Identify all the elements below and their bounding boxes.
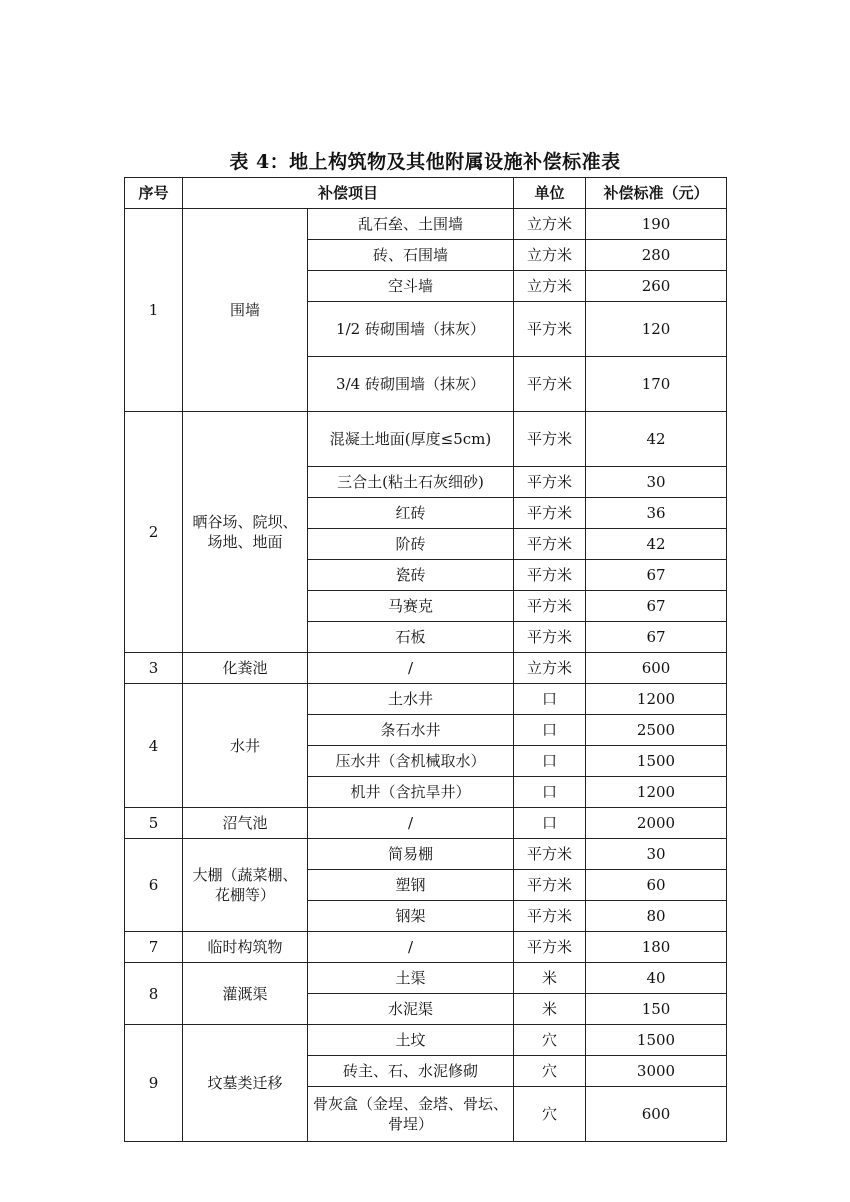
item-name: 土坟	[308, 1025, 514, 1056]
item-unit: 立方米	[514, 271, 586, 302]
item-unit: 平方米	[514, 412, 586, 467]
item-standard: 80	[586, 901, 727, 932]
item-standard: 42	[586, 529, 727, 560]
item-name: 钢架	[308, 901, 514, 932]
item-unit: 平方米	[514, 302, 586, 357]
item-name: 土渠	[308, 963, 514, 994]
table-row	[125, 653, 727, 684]
table-row	[125, 412, 727, 467]
item-standard: 30	[586, 467, 727, 498]
item-standard: 1500	[586, 746, 727, 777]
item-name: 土水井	[308, 684, 514, 715]
compensation-table	[124, 177, 727, 1142]
group-category: 化粪池	[183, 653, 308, 684]
item-name: 阶砖	[308, 529, 514, 560]
group-number: 9	[125, 1025, 183, 1142]
group-category: 晒谷场、院坝、场地、地面	[183, 412, 308, 653]
item-standard: 67	[586, 591, 727, 622]
item-unit: 平方米	[514, 870, 586, 901]
group-number: 2	[125, 412, 183, 653]
table-row	[125, 808, 727, 839]
item-name: 塑钢	[308, 870, 514, 901]
item-unit: 平方米	[514, 357, 586, 412]
item-standard: 190	[586, 209, 727, 240]
item-name: /	[308, 932, 514, 963]
header-row	[125, 178, 727, 209]
item-name: 三合土(粘土石灰细砂)	[308, 467, 514, 498]
item-standard: 67	[586, 560, 727, 591]
group-category: 临时构筑物	[183, 932, 308, 963]
item-unit: 平方米	[514, 591, 586, 622]
item-standard: 120	[586, 302, 727, 357]
group-category: 沼气池	[183, 808, 308, 839]
item-name: 1/2 砖砌围墙（抹灰）	[308, 302, 514, 357]
item-unit: 平方米	[514, 498, 586, 529]
header-no: 序号	[125, 178, 183, 209]
item-unit: 平方米	[514, 467, 586, 498]
item-standard: 40	[586, 963, 727, 994]
item-unit: 平方米	[514, 622, 586, 653]
header-standard: 补偿标准（元）	[586, 178, 727, 209]
item-standard: 67	[586, 622, 727, 653]
item-name: 水泥渠	[308, 994, 514, 1025]
item-unit: 口	[514, 715, 586, 746]
table-row	[125, 963, 727, 994]
table-row	[125, 839, 727, 870]
item-name: 空斗墙	[308, 271, 514, 302]
table-title: 表 4：地上构筑物及其他附属设施补偿标准表	[229, 151, 621, 173]
table-row	[125, 684, 727, 715]
group-number: 1	[125, 209, 183, 412]
group-category: 围墙	[183, 209, 308, 412]
item-standard: 2500	[586, 715, 727, 746]
group-number: 5	[125, 808, 183, 839]
item-unit: 米	[514, 963, 586, 994]
item-name: 瓷砖	[308, 560, 514, 591]
item-standard: 150	[586, 994, 727, 1025]
group-number: 8	[125, 963, 183, 1025]
item-unit: 平方米	[514, 839, 586, 870]
item-unit: 平方米	[514, 932, 586, 963]
item-standard: 2000	[586, 808, 727, 839]
item-name: 3/4 砖砌围墙（抹灰）	[308, 357, 514, 412]
item-unit: 口	[514, 684, 586, 715]
item-unit: 平方米	[514, 529, 586, 560]
item-unit: 立方米	[514, 240, 586, 271]
group-number: 4	[125, 684, 183, 808]
item-name: 砖主、石、水泥修砌	[308, 1056, 514, 1087]
item-unit: 平方米	[514, 560, 586, 591]
item-standard: 60	[586, 870, 727, 901]
group-category: 水井	[183, 684, 308, 808]
item-standard: 600	[586, 653, 727, 684]
table-row	[125, 932, 727, 963]
item-unit: 穴	[514, 1087, 586, 1142]
item-standard: 180	[586, 932, 727, 963]
item-name: 乱石垒、土围墙	[308, 209, 514, 240]
table-row	[125, 209, 727, 240]
item-unit: 穴	[514, 1025, 586, 1056]
item-standard: 42	[586, 412, 727, 467]
item-name: /	[308, 653, 514, 684]
item-unit: 平方米	[514, 901, 586, 932]
item-unit: 口	[514, 808, 586, 839]
item-standard: 1200	[586, 684, 727, 715]
item-name: 马赛克	[308, 591, 514, 622]
item-standard: 3000	[586, 1056, 727, 1087]
item-name: 石板	[308, 622, 514, 653]
group-category: 坟墓类迁移	[183, 1025, 308, 1142]
table-body	[125, 209, 727, 1142]
group-number: 6	[125, 839, 183, 932]
header-item: 补偿项目	[183, 178, 514, 209]
item-standard: 280	[586, 240, 727, 271]
item-standard: 30	[586, 839, 727, 870]
header-unit: 单位	[514, 178, 586, 209]
item-standard: 600	[586, 1087, 727, 1142]
item-name: 条石水井	[308, 715, 514, 746]
item-name: 机井（含抗旱井）	[308, 777, 514, 808]
item-unit: 口	[514, 777, 586, 808]
item-name: 简易棚	[308, 839, 514, 870]
item-name: 混凝土地面(厚度≤5cm)	[308, 412, 514, 467]
item-standard: 36	[586, 498, 727, 529]
item-name: 砖、石围墙	[308, 240, 514, 271]
group-category: 灌溉渠	[183, 963, 308, 1025]
item-name: 压水井（含机械取水）	[308, 746, 514, 777]
item-name: 骨灰盒（金埕、金塔、骨坛、骨埕）	[308, 1087, 514, 1142]
item-name: /	[308, 808, 514, 839]
item-unit: 穴	[514, 1056, 586, 1087]
item-unit: 口	[514, 746, 586, 777]
group-category: 大棚（蔬菜棚、花棚等）	[183, 839, 308, 932]
group-number: 7	[125, 932, 183, 963]
item-standard: 1200	[586, 777, 727, 808]
table-row	[125, 1025, 727, 1056]
item-unit: 米	[514, 994, 586, 1025]
item-name: 红砖	[308, 498, 514, 529]
item-unit: 立方米	[514, 653, 586, 684]
item-standard: 260	[586, 271, 727, 302]
group-number: 3	[125, 653, 183, 684]
item-standard: 1500	[586, 1025, 727, 1056]
item-standard: 170	[586, 357, 727, 412]
item-unit: 立方米	[514, 209, 586, 240]
